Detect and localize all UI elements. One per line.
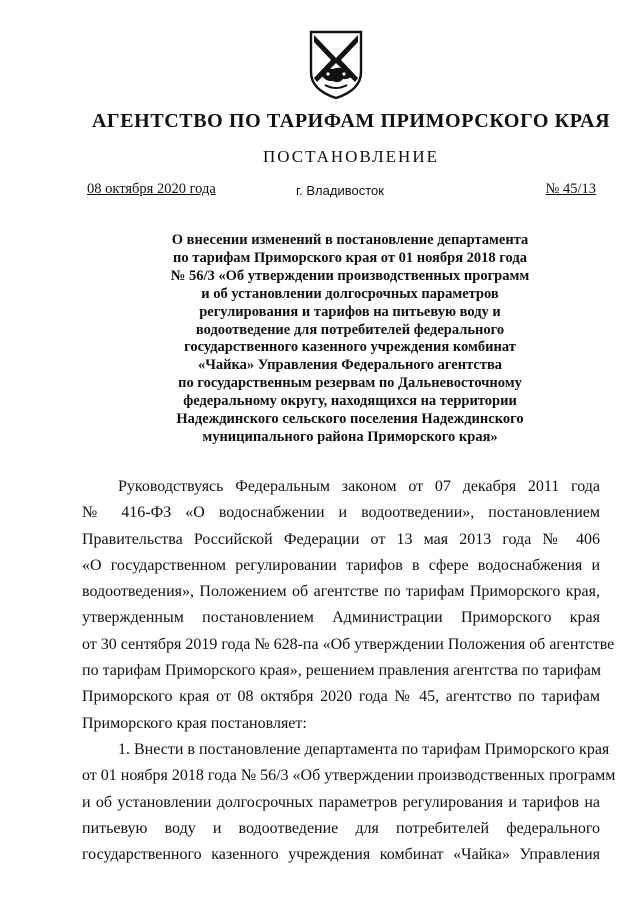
title-line: «Чайка» Управления Федерального агентства [197, 357, 503, 374]
body-line: по тарифам Приморского края», решением правления агентства по тарифам [82, 662, 602, 680]
body-line: и об установлении долгосрочных параметров регулирования и тарифов на [82, 793, 600, 811]
body-line: Приморского края от 08 октября 2020 года № 45, агентство по тарифам [82, 688, 600, 706]
title-line: водоотведение для потребителей федерального [195, 321, 505, 338]
document-title [120, 232, 580, 447]
body-line: государственного казенного учреждения комбинат «Чайка» Управления [82, 846, 600, 864]
primorye-coat-of-arms-icon [303, 28, 369, 100]
body-line: 1. Внести в постановление департамента по тарифам Приморского края [118, 740, 610, 758]
body-line: водоотведения», Положением об агентстве по тарифам Приморского края, [82, 583, 600, 601]
title-line: регулирования и тарифов на питьевую воду и [199, 303, 501, 320]
title-line: по государственным резервам по Дальневосточному [178, 375, 522, 392]
document-number: № 45/13 [545, 181, 596, 197]
body-line: «О государственном регулировании тарифов в сфере водоснабжения и [82, 556, 600, 574]
body-line: № 416-ФЗ «О водоснабжении и водоотведении», постановлением [82, 504, 600, 522]
title-line: федеральному округу, находящихся на территории [183, 393, 517, 410]
body-line: утвержденным постановлением Администрации Приморского края [82, 609, 600, 627]
body-line: от 01 ноября 2018 года № 56/3 «Об утверждении производственных программ [82, 767, 616, 785]
body-line: Руководствуясь Федеральным законом от 07 декабря 2011 года [118, 478, 600, 495]
agency-name: АГЕНТСТВО ПО ТАРИФАМ ПРИМОРСКОГО КРАЯ [91, 110, 611, 132]
title-line: Надеждинского сельского поселения Надеждинского [176, 411, 524, 428]
body-line: Правительства Российской Федерации от 13 мая 2013 года № 406 [82, 530, 600, 548]
title-line: О внесении изменений в постановление департамента [171, 232, 529, 248]
document-type: ПОСТАНОВЛЕНИЕ [262, 147, 439, 166]
document-body [82, 474, 616, 868]
body-line: питьевую воду и водоотведение для потребителей федерального [82, 819, 600, 837]
body-line: Приморского края постановляет: [82, 714, 307, 732]
title-line: № 56/3 «Об утверждении производственных программ [170, 267, 530, 284]
document-city: г. Владивосток [296, 183, 384, 198]
title-line: по тарифам Приморского края от 01 ноября 2018 года [173, 249, 527, 266]
title-line: муниципального района Приморского края» [202, 428, 498, 445]
body-line: от 30 сентября 2019 года № 628-па «Об утверждении Положения об агентстве [82, 635, 615, 653]
title-line: государственного казенного учреждения комбинат [184, 339, 516, 356]
document-date: 08 октября 2020 года [87, 181, 216, 197]
title-line: и об установлении долгосрочных параметров [201, 285, 499, 302]
